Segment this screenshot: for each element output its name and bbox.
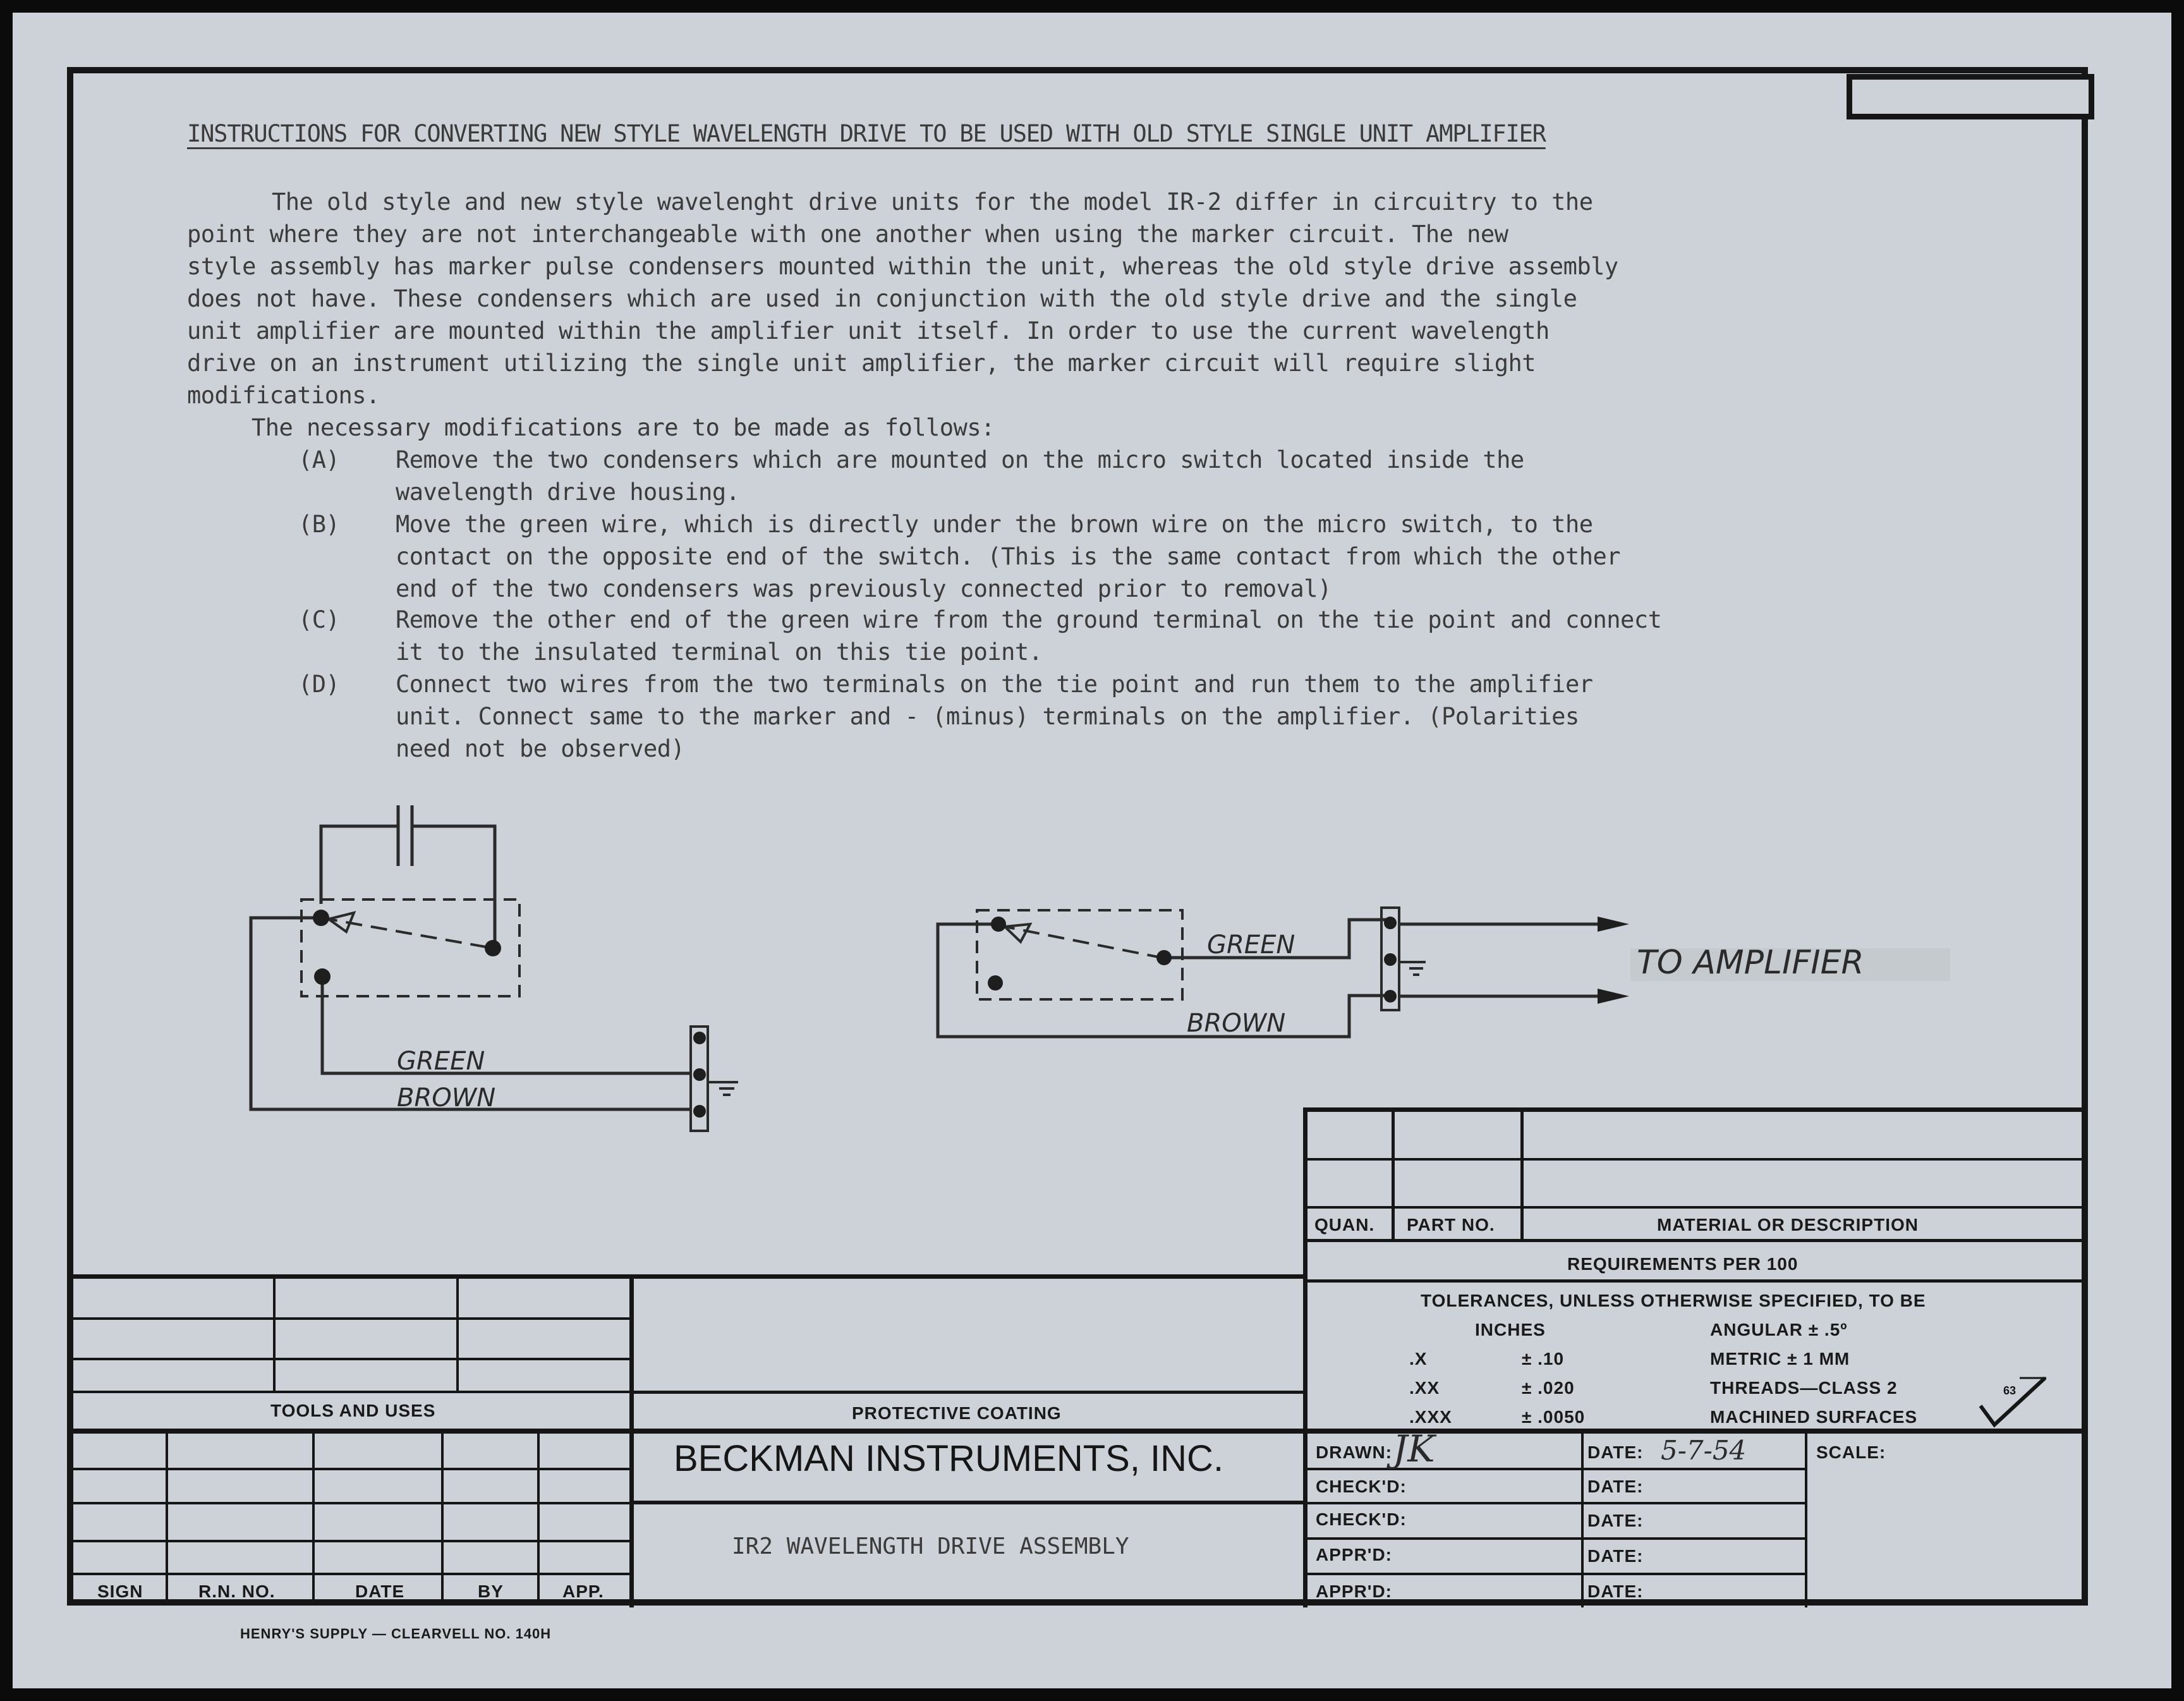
tb-rule [273, 1274, 276, 1392]
tools-uses-label: TOOLS AND USES [270, 1401, 436, 1420]
tol-note: MACHINED SURFACES [1710, 1407, 1918, 1427]
supplier-footer: HENRY'S SUPPLY — CLEARVELL NO. 140H [240, 1626, 552, 1642]
tb-rule [73, 1391, 631, 1393]
step-letter: (B) [298, 511, 340, 538]
tb-rule [1303, 1573, 1806, 1575]
document-heading: INSTRUCTIONS FOR CONVERTING NEW STYLE WAVELENGTH DRIVE TO BE USED WITH OLD STYLE SINGLE UNIT AMPLIFIER [187, 120, 1546, 147]
left-green-label: GREEN [397, 1047, 485, 1076]
step-line: it to the insulated terminal on this tie point. [396, 638, 1043, 666]
tb-rule [1303, 1107, 1307, 1607]
inches-label: INCHES [1475, 1320, 1546, 1339]
tol-value: ± .10 [1522, 1349, 1565, 1369]
drawn-date: 5-7-54 [1661, 1435, 1747, 1466]
tb-rule [632, 1501, 1306, 1504]
tb-rule [312, 1431, 315, 1606]
tb-rule [73, 1502, 631, 1504]
apprd-label: APPR'D: [1316, 1545, 1392, 1564]
tb-rule [1805, 1431, 1807, 1607]
body-line: unit amplifier are mounted within the amplifier unit itself. In order to use the current wavelength [187, 317, 1550, 344]
tb-rule [1392, 1107, 1395, 1240]
step-line: Move the green wire, which is directly under the brown wire on the micro switch, to the [396, 511, 1593, 538]
left-brown-label: BROWN [397, 1083, 496, 1113]
tb-rule [1303, 1206, 2088, 1209]
step-line: end of the two condensers was previously connected prior to removal) [396, 575, 1332, 602]
step-line: need not be observed) [396, 735, 685, 762]
svg-text:63: 63 [2003, 1384, 2017, 1397]
modifications-intro: The necessary modifications are to be made as follows: [252, 414, 995, 441]
step-line: contact on the opposite end of the switch. (This is the same contact from which the other [396, 543, 1621, 570]
rev-header-app: APP. [562, 1582, 604, 1601]
left-diagram-contacts [313, 910, 706, 1118]
tol-key: .XX [1409, 1378, 1440, 1398]
tb-rule [73, 1573, 631, 1575]
body-line: does not have. These condensers which are used in conjunction with the old style drive and the single [187, 285, 1577, 312]
quan-label: QUAN. [1314, 1215, 1375, 1235]
date-label: DATE: [1587, 1442, 1644, 1462]
apprd-label: APPR'D: [1316, 1582, 1392, 1601]
material-label: MATERIAL OR DESCRIPTION [1657, 1215, 1919, 1235]
date-label: DATE: [1587, 1582, 1644, 1601]
body-line: The old style and new style wavelenght drive units for the model IR-2 differ in circuitry to the [272, 188, 1593, 216]
tol-value: ± .0050 [1522, 1407, 1586, 1427]
step-letter: (D) [298, 671, 340, 698]
tb-rule [441, 1431, 444, 1606]
rev-header-rn: R.N. NO. [198, 1582, 276, 1601]
angular-tolerance: ANGULAR ± .5º [1710, 1320, 1848, 1339]
tolerances-heading: TOLERANCES, UNLESS OTHERWISE SPECIFIED, TO BE [1421, 1291, 1926, 1310]
date-label: DATE: [1587, 1511, 1644, 1530]
step-line: wavelength drive housing. [396, 479, 740, 506]
right-brown-label: BROWN [1187, 1009, 1286, 1038]
body-line: modifications. [187, 382, 380, 409]
tol-value: ± .020 [1522, 1378, 1575, 1398]
right-diagram-contacts [988, 917, 1629, 1004]
finish-mark-icon [1975, 1372, 2051, 1429]
tb-rule [1581, 1431, 1584, 1607]
date-label: DATE: [1587, 1546, 1644, 1566]
drawing-title: IR2 WAVELENGTH DRIVE ASSEMBLY [732, 1533, 1129, 1559]
step-line: unit. Connect same to the marker and - (minus) terminals on the amplifier. (Polarities [396, 703, 1579, 730]
checkd-label: CHECK'D: [1316, 1477, 1407, 1496]
protective-coating-label: PROTECTIVE COATING [852, 1403, 1062, 1423]
tb-rule [73, 1358, 631, 1360]
tol-key: .X [1409, 1349, 1428, 1369]
left-diagram-old-style [251, 805, 738, 1131]
tb-rule [1520, 1107, 1524, 1240]
tb-rule [73, 1317, 631, 1320]
step-line: Connect two wires from the two terminals on the tie point and run them to the amplifier [396, 671, 1593, 698]
tb-rule [73, 1540, 631, 1542]
tb-rule [1303, 1468, 1806, 1470]
tb-rule [1303, 1537, 1806, 1540]
tb-rule [632, 1391, 1306, 1394]
requirements-label: REQUIREMENTS PER 100 [1567, 1254, 1799, 1274]
rev-header-sign: SIGN [97, 1582, 143, 1601]
tb-rule [456, 1274, 459, 1392]
body-line: drive on an instrument utilizing the single unit amplifier, the marker circuit will require slight [187, 350, 1536, 377]
scale-label: SCALE: [1816, 1442, 1886, 1462]
tb-rule [1303, 1107, 2088, 1112]
tb-rule [73, 1274, 1306, 1279]
tb-rule [1303, 1158, 2088, 1161]
drawn-label: DRAWN: [1316, 1442, 1393, 1462]
tol-note: THREADS—CLASS 2 [1710, 1378, 1898, 1398]
tb-rule [537, 1431, 540, 1606]
body-line: style assembly has marker pulse condensers mounted within the unit, whereas the old style drive assembly [187, 253, 1618, 280]
tb-rule [73, 1468, 631, 1470]
drawn-initials: JK [1393, 1427, 1435, 1470]
tb-rule [1303, 1239, 2088, 1242]
tb-rule [1303, 1279, 2088, 1283]
body-line: point where they are not interchangeable with one another when using the marker circuit. The new [187, 221, 1508, 248]
tb-rule [629, 1274, 634, 1607]
rev-header-by: BY [478, 1582, 504, 1601]
tb-rule [1303, 1502, 1806, 1504]
checkd-label: CHECK'D: [1316, 1509, 1407, 1529]
tb-rule [166, 1431, 168, 1606]
arrow-head [1598, 989, 1629, 1004]
to-amplifier-label: TO AMPLIFIER [1637, 944, 1864, 982]
step-letter: (C) [298, 606, 340, 633]
part-no-label: PART NO. [1407, 1215, 1495, 1235]
tol-note: METRIC ± 1 MM [1710, 1349, 1850, 1369]
tb-rule [73, 1429, 2088, 1434]
date-label: DATE: [1587, 1477, 1644, 1496]
right-green-label: GREEN [1207, 930, 1295, 960]
rev-header-date: DATE [355, 1582, 405, 1601]
step-line: Remove the two condensers which are mounted on the micro switch located inside the [396, 446, 1524, 473]
step-letter: (A) [298, 446, 340, 473]
arrow-head [1598, 917, 1629, 932]
tol-key: .XXX [1409, 1407, 1452, 1427]
company-name: BECKMAN INSTRUMENTS, INC. [674, 1438, 1224, 1479]
step-line: Remove the other end of the green wire from the ground terminal on the tie point and connect [396, 606, 1662, 633]
